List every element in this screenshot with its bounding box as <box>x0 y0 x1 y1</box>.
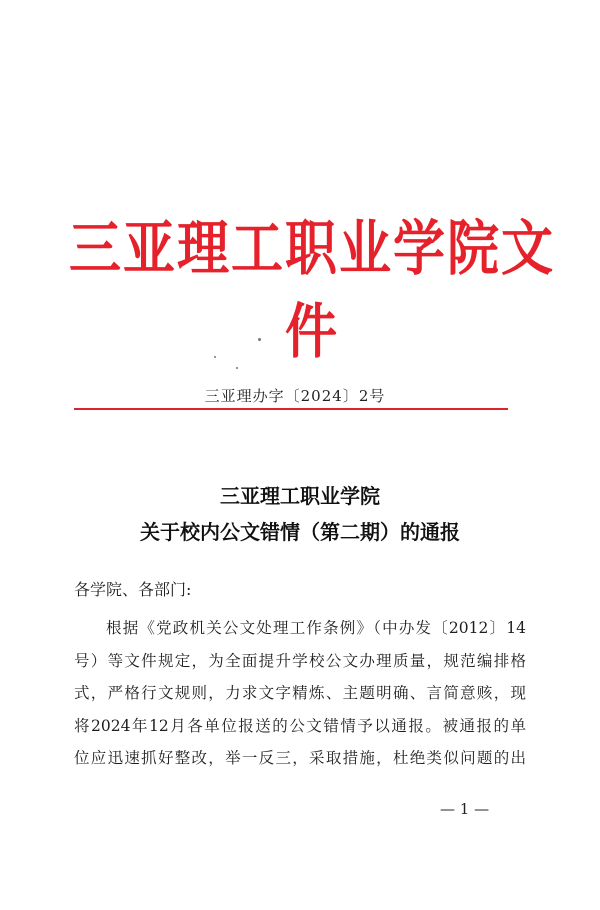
body-line: 位应迅速抓好整改，举一反三，采取措施，杜绝类似问题的出 <box>74 749 526 767</box>
scan-speck <box>214 356 216 358</box>
salutation: 各学院、各部门: <box>74 580 192 599</box>
document-heading <box>0 478 600 550</box>
heading-line-1: 三亚理工职业学院 <box>220 484 380 508</box>
document-number: 三亚理办字〔2024〕2号 <box>204 387 386 405</box>
red-separator-line <box>74 408 508 410</box>
page-number: — 1 — <box>440 800 490 818</box>
body-line: 式，严格行文规则，力求文字精炼、主题明确、言简意赅，现 <box>74 684 526 702</box>
heading-line-2: 关于校内公文错情（第二期）的通报 <box>140 520 460 544</box>
scan-speck <box>258 338 261 341</box>
body-line: 号）等文件规定，为全面提升学校公文办理质量，规范编排格 <box>74 651 526 670</box>
scan-speck <box>236 367 238 369</box>
body-line: 将2024年12月各单位报送的公文错情予以通报。被通报的单 <box>74 716 526 735</box>
document-header-title: 三亚理工职业学院文件 <box>68 214 555 367</box>
body-line: 根据《党政机关公文处理工作条例》（中办发〔2012〕14 <box>106 619 526 637</box>
body-paragraph <box>74 612 526 775</box>
